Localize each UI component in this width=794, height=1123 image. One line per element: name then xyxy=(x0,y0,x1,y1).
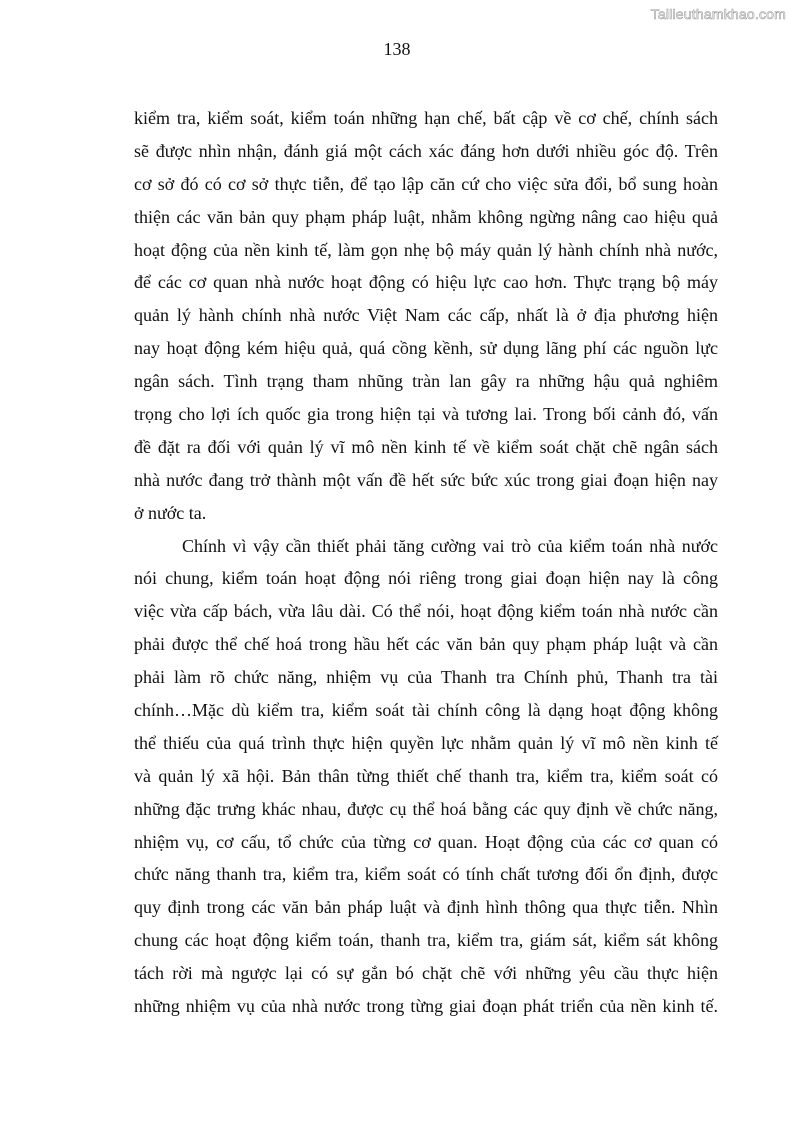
paragraph-line: chính…Mặc dù kiểm tra, kiểm soát tài chính công là dạng hoạt động không xyxy=(134,700,718,721)
page-number: 138 xyxy=(383,39,411,59)
paragraph-line: để các cơ quan nhà nước hoạt động có hiệu lực cao hơn. Thực trạng bộ máy xyxy=(134,272,718,293)
paragraph-line: đề đặt ra đối với quản lý vĩ mô nền kinh tế về kiểm soát chặt chẽ ngân sách xyxy=(134,436,718,457)
paragraph-line: Chính vì vậy cần thiết phải tăng cường vai trò của kiểm toán nhà nước xyxy=(182,535,718,556)
paragraph-line: quy định trong các văn bản pháp luật và định hình thông qua thực tiễn. Nhìn xyxy=(134,897,718,918)
paragraph-line: phải làm rõ chức năng, nhiệm vụ của Thanh tra Chính phủ, Thanh tra tài xyxy=(134,667,718,688)
paragraph-line: và quản lý xã hội. Bản thân từng thiết chế thanh tra, kiểm tra, kiểm soát có xyxy=(134,765,718,786)
paragraph-line: quản lý hành chính nhà nước Việt Nam các cấp, nhất là ở địa phương hiện xyxy=(134,305,718,326)
body-text xyxy=(134,102,718,1023)
paragraph-line: trọng cho lợi ích quốc gia trong hiện tại và tương lai. Trong bối cảnh đó, vấn xyxy=(134,404,718,425)
paragraph-line: thiện các văn bản quy phạm pháp luật, nhằm không ngừng nâng cao hiệu quả xyxy=(134,206,718,227)
paragraph-line: nói chung, kiểm toán hoạt động nói riêng trong giai đoạn hiện nay là công xyxy=(134,568,718,589)
paragraph-2 xyxy=(134,530,718,1023)
paragraph-line: chung các hoạt động kiểm toán, thanh tra, kiểm tra, giám sát, kiểm sát không xyxy=(134,930,718,951)
paragraph-line: chức năng thanh tra, kiểm tra, kiểm soát có tính chất tương đối ổn định, được xyxy=(134,864,718,885)
paragraph-line: phải được thể chế hoá trong hầu hết các văn bản quy phạm pháp luật và cần xyxy=(134,634,718,655)
paragraph-1 xyxy=(134,102,718,530)
paragraph-line: nhà nước đang trở thành một vấn đề hết sức bức xúc trong giai đoạn hiện nay xyxy=(134,469,718,490)
paragraph-line: ngân sách. Tình trạng tham nhũng tràn lan gây ra những hậu quả nghiêm xyxy=(134,371,718,392)
paragraph-line: kiểm tra, kiểm soát, kiểm toán những hạn chế, bất cập về cơ chế, chính sách xyxy=(134,108,718,128)
paragraph-line: việc vừa cấp bách, vừa lâu dài. Có thể nói, hoạt động kiểm toán nhà nước cần xyxy=(134,601,718,622)
paragraph-line: cơ sở đó có cơ sở thực tiễn, để tạo lập căn cứ cho việc sửa đổi, bổ sung hoàn xyxy=(134,173,718,194)
paragraph-line: nhiệm vụ, cơ cấu, tổ chức của từng cơ quan. Hoạt động của các cơ quan có xyxy=(134,831,718,852)
paragraph-line: ở nước ta. xyxy=(134,502,207,523)
watermark: Tailieuthamkhao.com xyxy=(650,6,786,22)
paragraph-line: tách rời mà ngược lại có sự gắn bó chặt chẽ với những yêu cầu thực hiện xyxy=(134,963,718,984)
paragraph-line: thể thiếu của quá trình thực hiện quyền lực nhằm quản lý vĩ mô nền kinh tế xyxy=(134,732,718,753)
paragraph-line: sẽ được nhìn nhận, đánh giá một cách xác đáng hơn dưới nhiều góc độ. Trên xyxy=(134,140,718,161)
paragraph-line: những đặc trưng khác nhau, được cụ thể hoá bằng các quy định về chức năng, xyxy=(134,798,718,819)
paragraph-line: nay hoạt động kém hiệu quả, quá cồng kềnh, sử dụng lãng phí các nguồn lực xyxy=(134,338,718,359)
paragraph-line: những nhiệm vụ của nhà nước trong từng giai đoạn phát triển của nền kinh tế. xyxy=(134,996,718,1017)
paragraph-line: hoạt động của nền kinh tế, làm gọn nhẹ bộ máy quản lý hành chính nhà nước, xyxy=(134,239,718,260)
